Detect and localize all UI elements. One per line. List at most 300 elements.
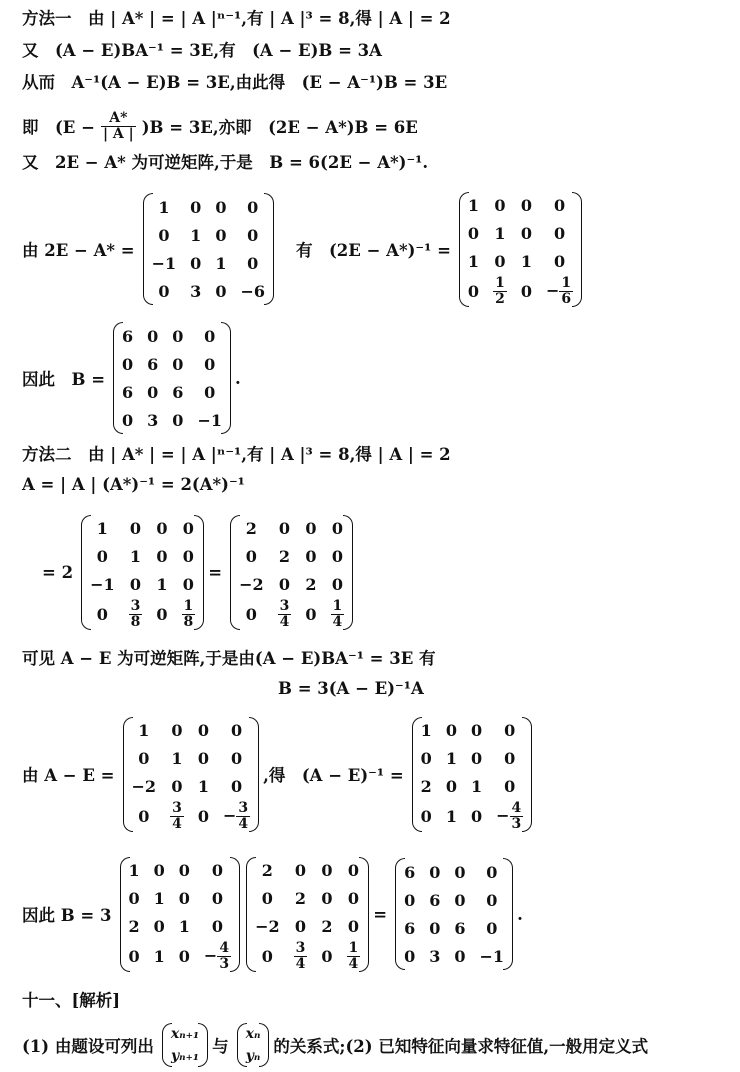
matrix-cell: 0 (331, 575, 343, 594)
left-paren (237, 1023, 247, 1067)
matrix-cell: 0 (129, 575, 142, 594)
method2-line1: 方法二 由 | A* | = | A |ⁿ⁻¹,有 | A |³ = 8,得 | A | = 2 (22, 445, 451, 464)
matrix-cell: 0 (204, 382, 216, 402)
matrix-cell: 0 (553, 224, 566, 243)
matrix-cell: 0 (215, 281, 227, 301)
matrix-cell: 0 (294, 917, 307, 936)
matrix-row (461, 248, 580, 276)
matrix-cell: 0 (178, 861, 190, 880)
matrix-cell: 0 (171, 721, 183, 740)
matrix-cell: 0 (305, 547, 317, 566)
final-matrix-3 (397, 858, 511, 970)
matrix-cell: 0 (197, 721, 209, 740)
final-period: . (517, 904, 523, 924)
matrix-cell: 0 (147, 382, 159, 402)
final-eq: = (373, 904, 388, 924)
matrix-cell: 0 (96, 547, 108, 566)
fraction-numerator: 3 (279, 597, 290, 614)
matrix-cell: 1 (215, 253, 227, 273)
matrix-fraction (182, 599, 196, 630)
matrix-2e-minus-astar-inverse (461, 192, 580, 307)
matrix-cell: 0 (96, 604, 108, 624)
matrix-row (248, 857, 367, 885)
matrix-cell: 0 (321, 861, 333, 880)
matrix-cell: 0 (182, 547, 194, 566)
left-paren (123, 717, 133, 832)
matrix-cell: 1 (467, 252, 480, 271)
astar-over-det-fraction (101, 111, 136, 142)
matrix-cell: 0 (520, 196, 532, 215)
matrix-cell: −6 (240, 281, 265, 301)
method2-line2: A = | A | (A*)⁻¹ = 2(A*)⁻¹ (22, 475, 245, 494)
matrix-row (122, 885, 239, 913)
matrix-fraction (559, 276, 573, 307)
matrix-cell: 0 (420, 749, 432, 768)
eq-mid: = (208, 562, 223, 582)
matrix-cell: 0 (347, 917, 359, 936)
matrix-cell (287, 941, 315, 972)
matrix-row (248, 941, 367, 972)
fraction-numerator: 1 (332, 597, 343, 614)
matrix-astar-inverse-half (83, 515, 202, 630)
matrix-row (83, 571, 202, 599)
matrix-cell: 0 (347, 861, 359, 880)
matrix-fraction (510, 801, 524, 832)
right-paren (259, 1023, 269, 1067)
left-paren (246, 857, 256, 972)
fraction-denominator: 4 (348, 955, 359, 972)
matrix-cell: 0 (470, 806, 483, 826)
matrix-cell: 0 (197, 749, 209, 768)
matrix-row (414, 745, 531, 773)
matrix-cell: 1 (467, 196, 480, 215)
matrix-cell: 0 (305, 519, 317, 538)
matrix-row (115, 378, 229, 406)
matrix-row (122, 857, 239, 885)
matrix-cell: −1 (197, 410, 222, 430)
matrix-cell: 1 (445, 749, 457, 768)
matrix-row (461, 276, 580, 307)
matrix-row (414, 773, 531, 801)
matrix-cell: 0 (470, 721, 483, 740)
matrix-cell: 0 (470, 749, 483, 768)
matrix-cell: 0 (215, 197, 227, 217)
matrix-cell: 0 (197, 806, 209, 826)
matrix-cell: 0 (553, 196, 566, 215)
fraction-denominator: | A | (102, 125, 134, 142)
matrix-cell: 0 (230, 777, 243, 796)
matrix-row (461, 220, 580, 248)
matrix-cell: 2 (261, 861, 273, 880)
matrix-cell: 0 (486, 890, 498, 910)
fraction-numerator: 3 (238, 799, 249, 816)
matrix-cell: 1 (197, 777, 209, 796)
matrix-cell: −2 (239, 575, 264, 594)
matrix-row (414, 717, 531, 745)
matrix-cell: 2 (128, 917, 140, 936)
matrix-cell: 0 (261, 946, 273, 966)
matrix-cell: 0 (128, 946, 140, 966)
right-paren (343, 515, 353, 630)
matrix-cell: 0 (445, 721, 457, 740)
left-paren (230, 515, 240, 630)
matrix-row (115, 350, 229, 378)
matrix-fraction (294, 941, 308, 972)
matrix-cell: 2 (321, 917, 333, 936)
matrix-cell: 0 (278, 575, 291, 594)
line4-suffix: )B = 3E,亦即 (2E − A*)B = 6E (141, 118, 418, 137)
matrix-cell: 0 (454, 890, 466, 910)
matrix-cell: 0 (172, 410, 184, 430)
matrix-cell: −2 (255, 917, 280, 936)
fraction-denominator: 8 (183, 613, 194, 630)
matrix-cell: 0 (211, 889, 224, 908)
matrix-row (115, 322, 229, 350)
method2-line4: B = 3(A − E)⁻¹A (278, 679, 424, 698)
matrix-cell: 0 (504, 777, 516, 796)
line4-prefix: 即 (E − (22, 118, 95, 137)
matrix-cell: 1 (128, 861, 140, 880)
matrix-cell: 0 (247, 197, 259, 217)
fraction-denominator: 4 (238, 815, 249, 832)
method2-final-row (22, 848, 529, 980)
matrix-cell: 2 (278, 547, 291, 566)
fraction-numerator: 1 (495, 274, 505, 291)
matrix-cell: 1 (156, 575, 168, 594)
fraction-denominator: 4 (172, 815, 182, 832)
matrix-cell: 0 (211, 861, 224, 880)
fraction-numerator: 3 (295, 939, 306, 956)
right-paren (503, 858, 513, 970)
right-paren (264, 193, 274, 305)
matrix-cell: −1 (90, 575, 115, 594)
matrix-cell: 0 (331, 519, 343, 538)
matrix-cell: 0 (245, 604, 257, 624)
matrix-cell: 0 (204, 326, 216, 346)
matrix-cell (486, 276, 514, 307)
left-paren (395, 858, 405, 970)
matrix-cell: 0 (321, 889, 333, 908)
matrix-cell: 1 (470, 777, 483, 796)
right-paren (221, 322, 231, 434)
matrix-cell: 0 (520, 224, 532, 243)
matrix-row (125, 773, 258, 801)
matrix-cell: 0 (404, 890, 416, 910)
matrix-cell: 0 (172, 354, 184, 374)
matrix-cell: 0 (153, 917, 165, 936)
minus-sign: − (545, 280, 560, 300)
result-period: . (234, 368, 241, 388)
matrix-cell: 0 (520, 281, 532, 301)
fraction-numerator: 1 (348, 939, 359, 956)
vector-entry: yₙ₊₁ (170, 1048, 200, 1064)
fraction-denominator: 4 (279, 613, 290, 630)
matrix-cell: 0 (153, 861, 165, 880)
vector-entry: xₙ₊₁ (170, 1026, 200, 1042)
mat-label2: ,得 (A − E)⁻¹ = (263, 766, 404, 785)
matrix-row (248, 913, 367, 941)
matrix-cell: 0 (504, 721, 516, 740)
matrix-fraction (170, 801, 184, 832)
matrix-cell: 1 (138, 721, 150, 740)
matrix-cell: 0 (138, 806, 150, 826)
matrix-cell: 1 (494, 224, 506, 243)
matrix-cell: 2 (245, 519, 257, 538)
vector-entry: yₙ (245, 1048, 261, 1064)
matrix-cell: 0 (347, 889, 359, 908)
matrix-row (232, 543, 351, 571)
matrix-cell: 1 (420, 721, 432, 740)
matrix-row (83, 599, 202, 630)
left-paren (459, 192, 469, 307)
matrix-cell: 0 (171, 777, 183, 796)
matrix-cell: 6 (404, 862, 416, 882)
matrix-row (397, 858, 511, 886)
matrix-row (232, 571, 351, 599)
matrix-row (145, 277, 272, 305)
matrix-row (83, 543, 202, 571)
method2-ae-row (22, 708, 536, 840)
matrix-cell: 0 (494, 252, 506, 271)
matrix-cell: 0 (404, 946, 416, 966)
method1-result-row (22, 322, 247, 434)
fraction-denominator: 8 (130, 613, 141, 630)
matrix-cell: 0 (190, 197, 202, 217)
right-paren (249, 717, 259, 832)
matrix-cell: 0 (211, 917, 224, 936)
matrix-cell: 0 (128, 889, 140, 908)
fraction-numerator: A* (101, 111, 136, 127)
matrix-cell: 0 (278, 519, 291, 538)
fraction-denominator: 4 (332, 613, 343, 630)
matrix-row (145, 249, 272, 277)
matrix-cell: 2 (294, 889, 307, 908)
right-paren (198, 1023, 208, 1067)
matrix-row (397, 942, 511, 970)
vector-entry: xₙ (245, 1026, 261, 1042)
final-matrix-2 (248, 857, 367, 972)
method1-line1: 方法一 由 | A* | = | A |ⁿ⁻¹,有 | A |³ = 8,得 | A | = 2 (22, 9, 451, 28)
matrix-cell: 0 (230, 721, 243, 740)
matrix-fraction (493, 276, 507, 307)
eq-prefix: = 2 (42, 562, 74, 582)
matrix-label-mid: 有 (2E − A*)⁻¹ = (296, 241, 451, 260)
matrix-cell: 0 (230, 749, 243, 768)
matrix-cell: 1 (129, 547, 142, 566)
matrix-cell: 0 (553, 252, 566, 271)
matrix-fraction (331, 599, 345, 630)
matrix-cell: −1 (151, 253, 177, 273)
matrix-cell (271, 599, 299, 630)
vector-next (164, 1023, 206, 1067)
matrix-cell: 0 (261, 889, 273, 908)
matrix-cell: 6 (122, 326, 134, 346)
minus-sign: − (496, 805, 510, 825)
matrix-cell: 0 (138, 749, 150, 768)
matrix-cell: 0 (494, 196, 506, 215)
method1-line2: 又 (A − E)BA⁻¹ = 3E,有 (A − E)B = 3A (22, 41, 382, 60)
mat-label1: 由 A − E = (22, 766, 115, 785)
matrix-cell: 0 (504, 749, 516, 768)
matrix-row (397, 886, 511, 914)
matrix-cell (122, 599, 150, 630)
right-paren (522, 717, 532, 832)
matrix-2e-minus-astar (145, 193, 272, 305)
matrix-cell: 0 (294, 861, 307, 880)
fraction-denominator: 4 (295, 955, 306, 972)
matrix-cell (163, 801, 191, 832)
matrix-row (125, 717, 258, 745)
matrix-cell: 1 (520, 252, 532, 271)
matrix-cell: 0 (454, 862, 466, 882)
matrix-cell: 1 (158, 197, 170, 217)
matrix-row (461, 192, 580, 220)
fraction-numerator: 4 (219, 939, 230, 956)
section11-text-before: (1) 由题设可列出 (22, 1037, 154, 1056)
matrix-cell: 3 (429, 946, 441, 966)
matrix-fraction (278, 599, 292, 630)
matrix-cell: 0 (467, 224, 480, 243)
matrix-cell: 0 (247, 253, 259, 273)
method1-line3: 从而 A⁻¹(A − E)B = 3E,由此得 (E − A⁻¹)B = 3E (22, 73, 448, 92)
matrix-cell: 6 (454, 918, 466, 938)
matrix-cell: 1 (153, 889, 165, 908)
method1-line4 (22, 104, 424, 148)
section11-heading: 十一、[解析] (22, 991, 121, 1010)
right-paren (194, 515, 204, 630)
matrix-row (125, 801, 258, 832)
matrix-cell: 6 (404, 918, 416, 938)
matrix-row (122, 913, 239, 941)
matrix-fraction (129, 599, 143, 630)
matrix-cell: 0 (445, 777, 457, 796)
matrix-cell: 0 (129, 519, 142, 538)
matrix-cell: 2 (420, 777, 432, 796)
matrix-cell: 6 (172, 382, 184, 402)
matrix-cell: 0 (156, 547, 168, 566)
matrix-cell: 0 (215, 225, 227, 245)
result-label: 因此 B = (22, 370, 106, 389)
matrix-cell: 0 (158, 281, 170, 301)
matrix-cell: 1 (190, 225, 202, 245)
fraction-denominator: 2 (495, 290, 505, 307)
left-paren (120, 857, 130, 972)
matrix-cell: 0 (321, 946, 333, 966)
matrix-cell: 0 (122, 354, 134, 374)
right-paren (572, 192, 582, 307)
matrix-row (397, 914, 511, 942)
matrix-cell: 0 (204, 354, 216, 374)
fraction-denominator: 3 (511, 815, 522, 832)
fraction-denominator: 3 (219, 955, 230, 972)
minus-sign: − (203, 945, 218, 965)
left-paren (113, 322, 123, 434)
matrix-cell: 0 (247, 225, 259, 245)
matrix-cell: 0 (486, 918, 498, 938)
matrix-fraction (347, 941, 361, 972)
matrix-a (232, 515, 351, 630)
matrix-cell: −1 (479, 946, 505, 966)
matrix-cell: 0 (486, 862, 498, 882)
matrix-row (232, 599, 351, 630)
matrix-cell: 0 (429, 862, 441, 882)
matrix-row (232, 515, 351, 543)
fraction-numerator: 4 (511, 799, 522, 816)
method1-line5: 又 2E − A* 为可逆矩阵,于是 B = 6(2E − A*)⁻¹. (22, 153, 429, 172)
method2-matrix-row (22, 506, 357, 638)
matrix-cell: 0 (420, 806, 432, 826)
matrix-cell: 3 (190, 281, 202, 301)
matrix-row (145, 193, 272, 221)
matrix-cell: 0 (429, 918, 441, 938)
vector-current (239, 1023, 268, 1067)
matrix-cell: 0 (172, 326, 184, 346)
fraction-denominator: 6 (561, 290, 572, 307)
matrix-cell: 0 (178, 889, 190, 908)
final-matrix-1 (122, 857, 239, 972)
method1-matrix-row (22, 190, 586, 308)
matrix-row (125, 745, 258, 773)
left-paren (81, 515, 91, 630)
matrix-cell: −2 (131, 777, 157, 796)
matrix-fraction (217, 941, 231, 972)
matrix-row (145, 221, 272, 249)
left-paren (162, 1023, 172, 1067)
matrix-fraction (236, 801, 250, 832)
matrix-cell: 0 (178, 946, 190, 966)
matrix-cell: 1 (153, 946, 165, 966)
section11-text-mid: 与 (212, 1037, 229, 1056)
section11-text-row (22, 1020, 654, 1070)
method2-line3: 可见 A − E 为可逆矩阵,于是由(A − E)BA⁻¹ = 3E 有 (22, 649, 436, 668)
right-paren (359, 857, 369, 972)
matrix-row (115, 406, 229, 434)
matrix-cell: 0 (158, 225, 170, 245)
matrix-cell: 1 (96, 519, 108, 538)
right-paren (230, 857, 240, 972)
matrix-cell: 6 (122, 382, 134, 402)
matrix-cell: 0 (156, 519, 168, 538)
matrix-cell: 1 (171, 749, 183, 768)
matrix-cell: 3 (147, 410, 159, 430)
matrix-row (122, 941, 239, 972)
fraction-numerator: 3 (172, 799, 182, 816)
matrix-cell: 0 (467, 281, 480, 301)
matrix-cell: 2 (305, 575, 317, 594)
fraction-numerator: 1 (561, 274, 572, 291)
matrix-row (248, 885, 367, 913)
matrix-b-result (115, 322, 229, 434)
fraction-numerator: 1 (183, 597, 194, 614)
matrix-cell: 0 (182, 575, 194, 594)
matrix-cell: 0 (190, 253, 202, 273)
matrix-row (414, 801, 531, 832)
matrix-a-minus-e-inverse (414, 717, 531, 832)
section11-text-after: 的关系式;(2) 已知特征向量求特征值,一般用定义式 (273, 1037, 649, 1056)
matrix-cell: 1 (178, 917, 190, 936)
fraction-numerator: 3 (130, 597, 141, 614)
matrix-cell: 0 (245, 547, 257, 566)
minus-sign: − (222, 805, 237, 825)
left-paren (143, 193, 153, 305)
final-label: 因此 B = 3 (22, 906, 112, 925)
matrix-label-left: 由 2E − A* = (22, 241, 135, 260)
matrix-cell: 6 (147, 354, 159, 374)
matrix-cell: 0 (156, 604, 168, 624)
matrix-cell: 6 (429, 890, 441, 910)
matrix-cell: 0 (454, 946, 466, 966)
matrix-cell: 0 (305, 604, 317, 624)
